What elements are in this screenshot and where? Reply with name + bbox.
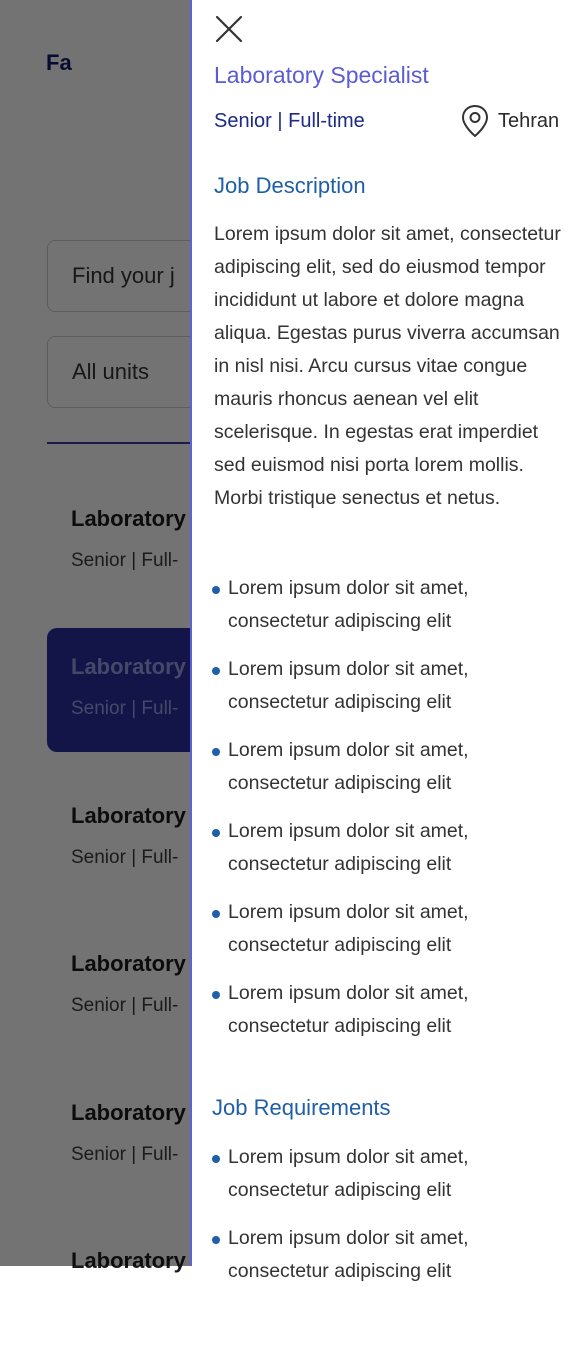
location-city: Tehran <box>498 109 560 132</box>
list-item: Lorem ipsum dolor sit amet, consectetur adipiscing elit <box>212 572 572 638</box>
location-pin-icon <box>460 104 490 138</box>
close-icon <box>214 14 244 44</box>
list-item: Lorem ipsum dolor sit amet, consectetur adipiscing elit <box>212 896 572 962</box>
list-item: Lorem ipsum dolor sit amet, consectetur adipiscing elit <box>212 1141 572 1207</box>
job-requirements-heading: Job Requirements <box>212 1095 391 1120</box>
job-location <box>460 104 559 138</box>
list-item: Lorem ipsum dolor sit amet, consectetur adipiscing elit <box>212 815 572 881</box>
job-title: Laboratory Specialist <box>214 62 429 88</box>
modal-overlay[interactable] <box>0 0 191 1266</box>
list-item: Lorem ipsum dolor sit amet, consectetur adipiscing elit <box>212 977 572 1043</box>
requirements-bullet-list <box>212 1141 572 1303</box>
list-item: Lorem ipsum dolor sit amet, consectetur adipiscing elit <box>212 734 572 800</box>
list-item: Lorem ipsum dolor sit amet, consectetur adipiscing elit <box>212 1222 572 1288</box>
list-item: Lorem ipsum dolor sit amet, consectetur adipiscing elit <box>212 653 572 719</box>
job-description-text: Lorem ipsum dolor sit amet, consectetur adipiscing elit, sed do eiusmod tempor incididunt ut labore et dolore magna aliqua. Egestas purus viverra accumsan in nisl nisi. Arcu cursus vitae congue mauris rhoncus aenean vel elit scelerisque. In egestas erat imperdiet sed euismod nisi porta lorem mollis. Morbi tristique senectus et netus. <box>214 223 561 509</box>
close-button[interactable] <box>214 14 244 44</box>
job-description-heading: Job Description <box>214 173 366 198</box>
description-bullet-list <box>212 572 572 1058</box>
job-meta: Senior | Full-time <box>214 110 365 132</box>
job-detail-drawer <box>190 0 585 1282</box>
